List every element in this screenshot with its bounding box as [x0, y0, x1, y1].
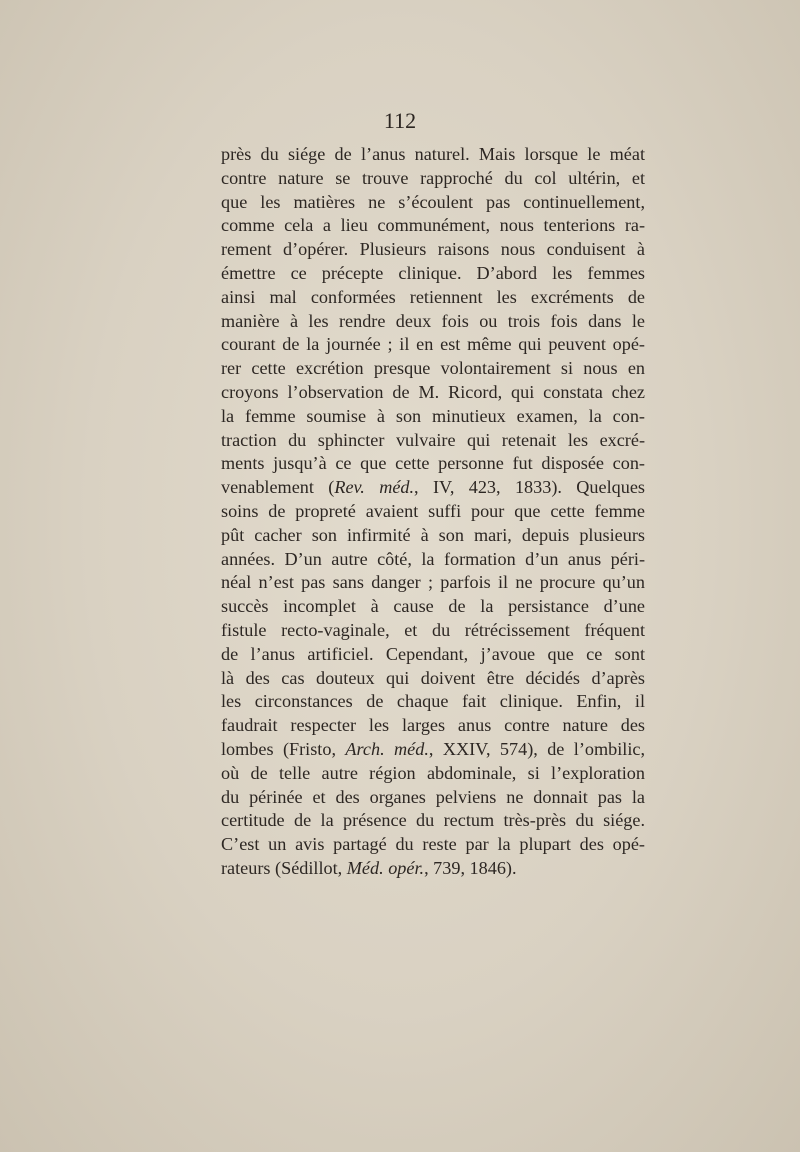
text-line: fistule recto-vaginale, et du rétrécissement fréquent — [221, 619, 645, 640]
text-line: soins de propreté avaient suffi pour que cette femme — [221, 500, 645, 521]
text-line: succès incomplet à cause de la persistance d’une — [221, 596, 645, 617]
text-line: les circonstances de chaque fait clinique. Enfin, il — [221, 691, 645, 712]
text-line: comme cela a lieu communément, nous tenterions ra- — [221, 215, 645, 236]
text-line: faudrait respecter les larges anus contre nature des — [221, 715, 645, 736]
text-line: croyons l’observation de M. Ricord, qui constata chez — [221, 381, 645, 402]
citation-title: Arch. méd. — [345, 738, 429, 759]
text-line: lombes (Fristo, Arch. méd., XXIV, 574), de l’ombilic, — [221, 738, 645, 759]
text-line: traction du sphincter vulvaire qui retenait les excré- — [221, 429, 645, 450]
text-line: ments jusqu’à ce que cette personne fut disposée con- — [221, 453, 645, 474]
text-line: C’est un avis partagé du reste par la plupart des opé- — [221, 834, 645, 855]
text-line: manière à les rendre deux fois ou trois fois dans le — [221, 310, 645, 331]
text-line: rateurs (Sédillot, Méd. opér., 739, 1846). — [221, 857, 517, 878]
citation-title: Rev. méd. — [334, 477, 415, 498]
text-line: rement d’opérer. Plusieurs raisons nous conduisent à — [221, 239, 645, 260]
text-line: rer cette excrétion presque volontairement si nous en — [221, 358, 645, 379]
text-line: pût cacher son infirmité à son mari, depuis plusieurs — [221, 524, 645, 545]
text-line: ainsi mal conformées retiennent les excréments de — [221, 286, 645, 307]
text-line: où de telle autre région abdominale, si l’exploration — [221, 762, 645, 783]
text-line: courant de la journée ; il en est même qui peuvent opé- — [221, 334, 645, 355]
text-line: contre nature se trouve rapproché du col ultérin, et — [221, 167, 645, 188]
text-line: du périnée et des organes pelviens ne donnait pas la — [221, 786, 645, 807]
body-text — [221, 143, 645, 881]
text-line: que les matières ne s’écoulent pas continuellement, — [221, 191, 645, 212]
citation-title: Méd. opér. — [346, 857, 425, 878]
text-line: de l’anus artificiel. Cependant, j’avoue que ce sont — [221, 643, 645, 664]
text-line: certitude de la présence du rectum très-près du siége. — [221, 810, 645, 831]
page-number: 112 — [383, 108, 417, 133]
text-line: la femme soumise à son minutieux examen, la con- — [221, 405, 645, 426]
text-line: néal n’est pas sans danger ; parfois il ne procure qu’un — [221, 572, 645, 593]
text-line: près du siége de l’anus naturel. Mais lorsque le méat — [221, 144, 645, 164]
text-line: venablement (Rev. méd., IV, 423, 1833). Quelques — [221, 477, 645, 498]
text-line: émettre ce précepte clinique. D’abord les femmes — [221, 262, 645, 283]
text-line: là des cas douteux qui doivent être décidés d’après — [221, 667, 645, 688]
text-line: années. D’un autre côté, la formation d’un anus péri- — [221, 548, 645, 569]
